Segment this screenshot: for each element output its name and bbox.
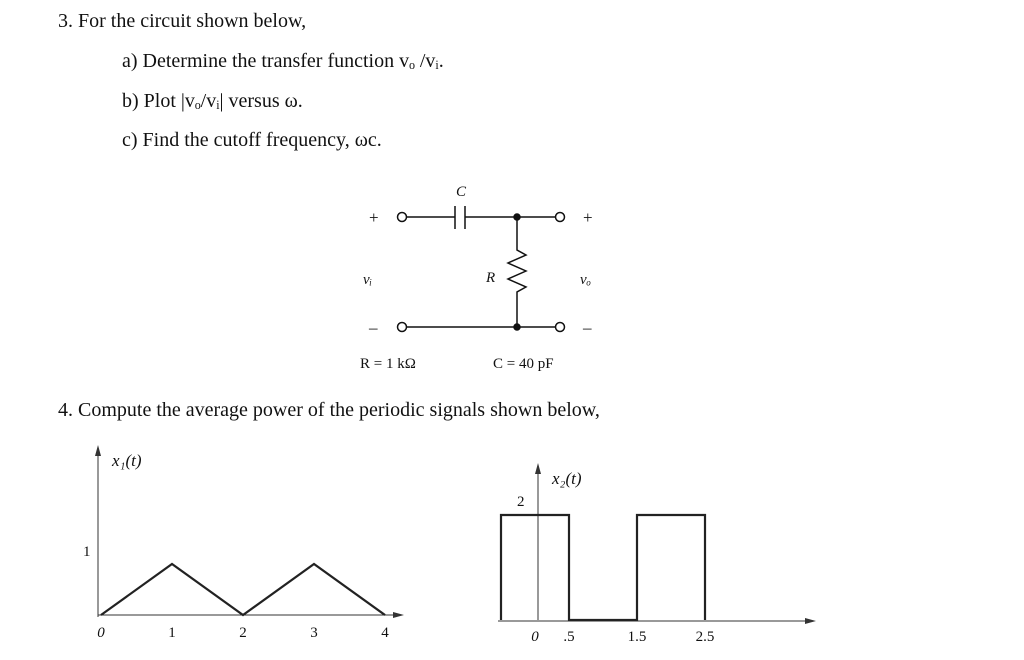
x2-xtick: 0 <box>531 629 539 645</box>
x1-ytick: 1 <box>83 544 91 560</box>
x1-graph <box>83 445 404 641</box>
x2-xtick: 1.5 <box>627 629 647 645</box>
x2-xtick: 2.5 <box>695 629 715 645</box>
rc-circuit <box>398 206 565 332</box>
problem3-part-b: b) Plot |vₒ/vᵢ| versus ω. <box>122 90 303 112</box>
problem3-part-c: c) Find the cutoff frequency, ωc. <box>122 129 382 151</box>
input-minus-sign: – <box>369 318 378 337</box>
input-plus-terminal <box>398 213 407 222</box>
x1-signal <box>101 564 385 615</box>
node <box>514 324 520 330</box>
x2-xtick: .5 <box>563 629 575 645</box>
x2-x-axis-arrow-icon <box>805 618 816 624</box>
x1-y-axis-arrow-icon <box>95 445 101 456</box>
output-plus-sign: + <box>583 208 593 227</box>
capacitor-label: C <box>456 184 467 200</box>
x1-title: x₁(t) <box>112 451 142 470</box>
x2-signal <box>501 515 705 620</box>
x1-xtick: 0 <box>97 625 105 641</box>
x1-xtick: 1 <box>168 625 176 641</box>
x1-xtick: 4 <box>381 625 389 641</box>
output-plus-terminal <box>556 213 565 222</box>
input-minus-terminal <box>398 323 407 332</box>
vout-label: vₒ <box>580 272 591 288</box>
output-minus-terminal <box>556 323 565 332</box>
x1-xtick: 3 <box>310 625 318 641</box>
x2-title: x₂(t) <box>552 469 582 488</box>
problem3-heading: 3. For the circuit shown below, <box>58 10 307 32</box>
output-minus-sign: – <box>583 318 592 337</box>
resistor-value: R = 1 kΩ <box>360 356 416 372</box>
x1-xtick: 2 <box>239 625 247 641</box>
x1-x-axis-arrow-icon <box>393 612 404 618</box>
problem3-part-a: a) Determine the transfer function vₒ /vᵢ. <box>122 50 444 72</box>
x2-y-axis-arrow-icon <box>535 463 541 474</box>
x2-ytick: 2 <box>517 494 525 510</box>
resistor <box>508 217 526 327</box>
resistor-label: R <box>486 270 496 286</box>
problem4-heading: 4. Compute the average power of the periodic signals shown below, <box>58 399 600 421</box>
input-plus-sign: + <box>369 208 379 227</box>
vin-label: vᵢ <box>363 272 373 288</box>
x2-graph <box>498 463 816 645</box>
capacitor-value: C = 40 pF <box>493 356 554 372</box>
